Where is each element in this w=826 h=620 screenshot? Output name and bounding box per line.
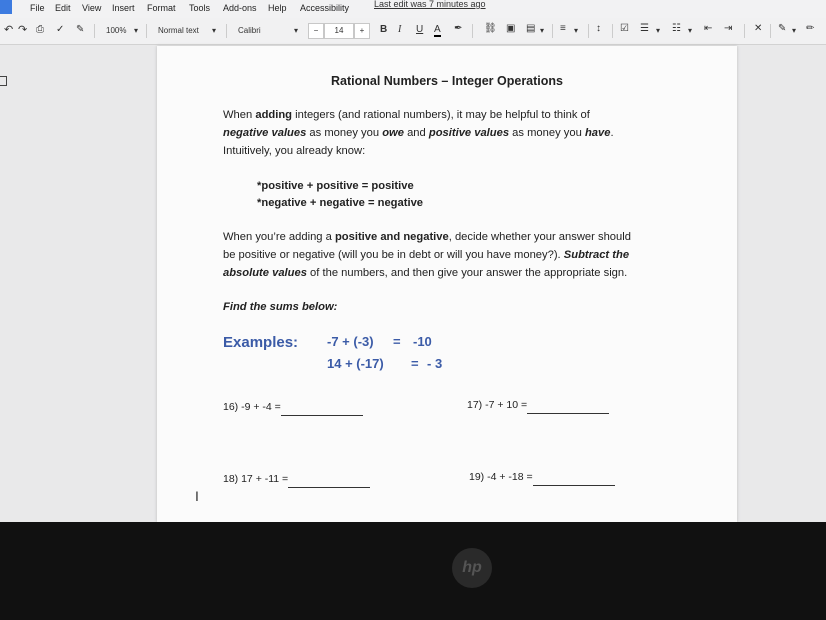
print-icon[interactable]: ⎙ [36,24,44,35]
bullet-negative: *negative + negative = negative [257,197,424,209]
chevron-down-icon: ▾ [688,26,693,35]
example-2-lhs: 14 + (-17) [327,356,384,371]
bulleted-list-icon[interactable]: ☰ [640,23,649,34]
chevron-down-icon: ▾ [134,26,139,35]
answer-line[interactable] [527,403,609,414]
zoom-select[interactable]: 100% [106,26,127,35]
document-title: Rational Numbers – Integer Operations [331,74,563,88]
font-select[interactable]: Calibri [238,26,261,35]
example-1-eq: = [393,334,401,349]
example-1-rhs: -10 [413,334,432,349]
font-size-decrease-button[interactable]: − [308,23,324,39]
italic-button[interactable]: I [398,24,402,35]
example-1-lhs: -7 + (-3) [327,334,374,349]
line-spacing-icon[interactable]: ↕ [596,23,601,34]
intro-paragraph: When adding integers (and rational numbers), it may be helpful to think of negative values as money you owe and positive values as money you have. Intuitively, you already know: [223,109,614,157]
redo-icon[interactable]: ↷ [18,24,28,36]
bold-button[interactable]: B [380,24,388,35]
menu-bar [0,0,826,18]
menu-file[interactable]: File [30,3,45,13]
numbered-list-icon[interactable]: ☷ [672,23,681,34]
pencil-icon[interactable]: ✏ [806,23,815,34]
outline-icon[interactable] [0,76,7,86]
answer-line[interactable] [533,475,615,486]
problem-17: 17) -7 + 10 = [467,396,609,414]
menu-addons[interactable]: Add-ons [223,3,257,13]
menu-help[interactable]: Help [268,3,287,13]
answer-line[interactable] [288,477,370,488]
undo-icon[interactable]: ↶ [4,24,14,36]
font-size-increase-button[interactable]: + [354,23,370,39]
clear-formatting-icon[interactable]: ✕ [754,23,763,34]
align-icon[interactable]: ≡ [560,23,566,34]
examples-label: Examples: [223,334,299,351]
text-color-button[interactable]: A [434,24,441,35]
comment-icon[interactable]: ▣ [506,23,516,34]
toolbar [0,18,826,45]
document-page[interactable] [157,46,737,522]
example-2-eq: = [411,356,419,371]
example-2-rhs: - 3 [427,356,443,371]
problem-19: 19) -4 + -18 = [469,468,615,486]
find-sums-heading: Find the sums below: [223,301,338,313]
decrease-indent-icon[interactable]: ⇤ [704,23,713,34]
text-cursor-icon: I [195,488,199,504]
chevron-down-icon: ▾ [792,26,797,35]
paint-format-icon[interactable]: ✎ [76,24,85,35]
underline-button[interactable]: U [416,24,424,35]
chevron-down-icon: ▾ [574,26,579,35]
chevron-down-icon: ▾ [212,26,217,35]
menu-edit[interactable]: Edit [55,3,71,13]
style-select[interactable]: Normal text [158,26,199,35]
link-icon[interactable]: ⛓ [484,23,497,34]
problem-16: 16) -9 + -4 = [223,398,363,416]
chevron-down-icon: ▾ [294,26,299,35]
highlight-icon[interactable]: ✒ [454,23,463,34]
chevron-down-icon: ▾ [540,26,545,35]
docs-logo-icon[interactable] [0,0,12,14]
menu-format[interactable]: Format [147,3,176,13]
answer-line[interactable] [281,405,363,416]
menu-insert[interactable]: Insert [112,3,135,13]
adding-paragraph: When you’re adding a positive and negative, decide whether your answer should be positive or negative (will you be in debt or will you have money?). Subtract the absolute values of the numbers, and then give your answer the appropriate sign. [223,231,631,279]
last-edit-link[interactable]: Last edit was 7 minutes ago [374,0,486,9]
chevron-down-icon: ▾ [656,26,661,35]
menu-tools[interactable]: Tools [189,3,211,13]
hp-logo: hp [452,548,492,588]
menu-view[interactable]: View [82,3,102,13]
image-icon[interactable]: ▤ [526,23,536,34]
increase-indent-icon[interactable]: ⇥ [724,23,733,34]
spellcheck-icon[interactable]: ✓ [56,24,65,35]
editing-mode-icon[interactable]: ✎ [778,23,787,34]
problem-18: 18) 17 + -11 = [223,470,370,488]
menu-accessibility[interactable]: Accessibility [300,3,350,13]
bullet-positive: *positive + positive = positive [257,180,414,192]
checklist-icon[interactable]: ☑ [620,23,629,34]
font-size-input[interactable]: 14 [324,23,354,39]
